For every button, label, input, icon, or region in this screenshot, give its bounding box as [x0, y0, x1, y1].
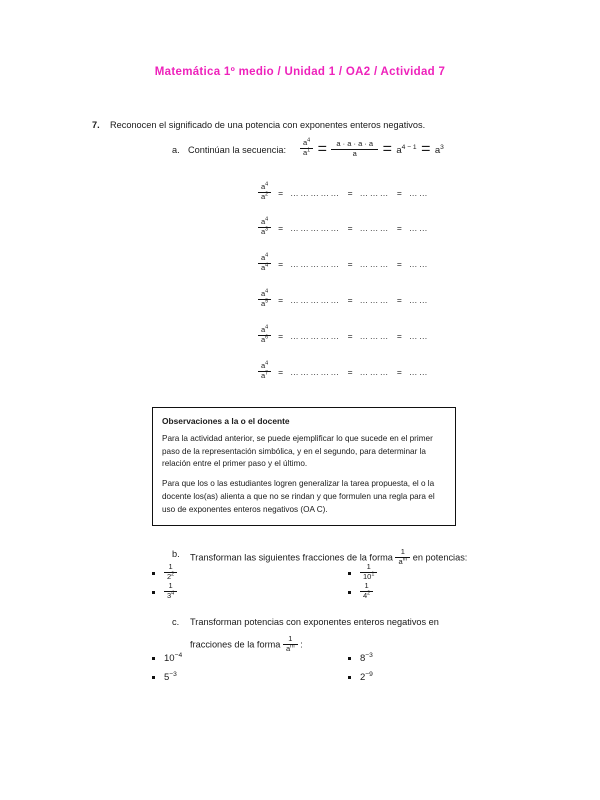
- answer-blank-3[interactable]: ……: [408, 295, 430, 306]
- example-lhs-numerator: $a^4$: [300, 139, 313, 149]
- sequence-row: [258, 324, 430, 345]
- equals-sign: =: [278, 295, 284, 306]
- answer-blank-1[interactable]: ……………: [290, 367, 341, 378]
- equals-sign: =: [396, 295, 402, 306]
- section-a-letter: a.: [172, 145, 180, 155]
- section-c-form-fraction: $\frac{1}{a^m}$: [283, 635, 298, 653]
- fraction-value: $\frac{1}{2^2}$: [164, 563, 177, 581]
- section-c-heading-line2: fracciones de la forma $\frac{1}{a^m}$ :: [190, 634, 303, 653]
- section-b-heading: Transforman las siguientes fracciones de la forma $\frac{1}{a^m}$ en potencias:: [190, 547, 468, 566]
- list-item[interactable]: [348, 564, 377, 582]
- bullet-icon: [152, 591, 155, 594]
- list-item[interactable]: [152, 583, 177, 601]
- equals-sign: =: [347, 367, 353, 378]
- answer-blank-1[interactable]: ……………: [290, 295, 341, 306]
- sequence-fraction: $\frac{a^4}{a^6}$: [258, 326, 271, 344]
- equals-sign: =: [347, 223, 353, 234]
- sequence-row: [258, 360, 430, 381]
- teacher-observations-box: [152, 407, 456, 526]
- bullet-icon: [152, 657, 155, 660]
- sequence-row: [258, 288, 430, 309]
- answer-blank-3[interactable]: ……: [408, 188, 430, 199]
- answer-blank-3[interactable]: ……: [408, 223, 430, 234]
- section-c-letter: c.: [172, 617, 180, 627]
- example-expansion-fraction: [331, 140, 378, 158]
- sequence-fraction: $\frac{a^4}{a^2}$: [258, 183, 271, 201]
- list-item[interactable]: [152, 653, 182, 664]
- example-lhs-fraction: [300, 139, 313, 157]
- bullet-icon: [152, 676, 155, 679]
- section-c-heading-line1: Transforman potencias con exponentes enteros negativos en: [190, 617, 439, 627]
- equals-sign: =: [396, 223, 402, 234]
- answer-blank-2[interactable]: ………: [359, 223, 390, 234]
- bullet-icon: [348, 676, 351, 679]
- answer-blank-2[interactable]: ………: [359, 188, 390, 199]
- power-value: $8^{-3}$: [360, 651, 373, 664]
- answer-blank-2[interactable]: ………: [359, 367, 390, 378]
- equals-sign: =: [396, 331, 402, 342]
- example-lhs-denominator: $a^1$: [303, 147, 311, 157]
- section-b-letter: b.: [172, 549, 180, 559]
- power-value: $2^{-9}$: [360, 670, 373, 683]
- list-item[interactable]: [152, 672, 177, 683]
- sequence-row: [258, 216, 430, 237]
- fraction-value: $\frac{1}{4^2}$: [360, 582, 373, 600]
- equals-sign-3: =: [421, 140, 431, 158]
- answer-blank-1[interactable]: ……………: [290, 188, 341, 199]
- answer-blank-3[interactable]: ……: [408, 367, 430, 378]
- list-item[interactable]: [348, 672, 373, 683]
- equals-sign: =: [396, 259, 402, 270]
- example-step-power: $a^{4 - 1}$: [396, 144, 417, 157]
- sequence-fraction: $\frac{a^4}{a^7}$: [258, 362, 271, 380]
- equals-sign: =: [278, 223, 284, 234]
- equals-sign: =: [347, 331, 353, 342]
- equals-sign: =: [278, 331, 284, 342]
- equals-sign: =: [347, 259, 353, 270]
- sequence-row: [258, 252, 430, 273]
- equals-sign-2: =: [382, 140, 392, 158]
- list-item[interactable]: [348, 653, 373, 664]
- observations-title: Observaciones a la o el docente: [162, 416, 290, 426]
- answer-blank-1[interactable]: ……………: [290, 223, 341, 234]
- bullet-icon: [348, 657, 351, 660]
- equals-sign: =: [278, 259, 284, 270]
- equals-sign: =: [396, 188, 402, 199]
- list-item[interactable]: [348, 583, 373, 601]
- answer-blank-3[interactable]: ……: [408, 259, 430, 270]
- list-item[interactable]: [152, 564, 177, 582]
- sequence-fraction: $\frac{a^4}{a^4}$: [258, 254, 271, 272]
- example-expansion-denominator: a: [352, 148, 357, 158]
- power-value: $5^{-3}$: [164, 670, 177, 683]
- equals-sign-1: =: [317, 140, 327, 158]
- observations-paragraph-1: Para la actividad anterior, se puede ejemplificar lo que sucede en el primer paso de la representación simbólica, y en el segundo, para determinar la relación entre el primer paso y el último.: [162, 434, 433, 469]
- answer-blank-3[interactable]: ……: [408, 331, 430, 342]
- equals-sign: =: [278, 367, 284, 378]
- answer-blank-1[interactable]: ……………: [290, 331, 341, 342]
- sequence-row: [258, 181, 430, 202]
- question-text: Reconocen el significado de una potencia con exponentes enteros negativos.: [110, 120, 426, 130]
- bullet-icon: [348, 591, 351, 594]
- answer-blank-1[interactable]: ……………: [290, 259, 341, 270]
- section-a-example-equation: [300, 137, 444, 158]
- answer-blank-2[interactable]: ………: [359, 259, 390, 270]
- equals-sign: =: [347, 295, 353, 306]
- question-number: 7.: [92, 120, 100, 130]
- equals-sign: =: [278, 188, 284, 199]
- page-title: Matemática 1º medio / Unidad 1 / OA2 / Actividad 7: [154, 66, 446, 78]
- section-a-text: Continúan la secuencia:: [188, 145, 287, 155]
- section-b-form-fraction: $\frac{1}{a^m}$: [395, 548, 410, 566]
- sequence-fraction: $\frac{a^4}{a^5}$: [258, 290, 271, 308]
- fraction-value: $\frac{1}{10^1}$: [360, 563, 377, 581]
- bullet-icon: [152, 572, 155, 575]
- answer-blank-2[interactable]: ………: [359, 295, 390, 306]
- power-value: $10^{-4}$: [164, 651, 183, 664]
- example-expansion-numerator: a · a · a · a: [331, 140, 378, 150]
- answer-blank-2[interactable]: ………: [359, 331, 390, 342]
- equals-sign: =: [396, 367, 402, 378]
- fraction-value: $\frac{1}{3^4}$: [164, 582, 177, 600]
- equals-sign: =: [347, 188, 353, 199]
- observations-paragraph-2: Para que los o las estudiantes logren generalizar la tarea propuesta, el o la docente los(as) alienta a que no se rindan y que formulen una regla para el uso de exponentes enteros negativos (OA C).: [162, 479, 435, 514]
- sequence-fraction: $\frac{a^4}{a^3}$: [258, 218, 271, 236]
- example-result-power: $a^3$: [434, 144, 444, 157]
- bullet-icon: [348, 572, 351, 575]
